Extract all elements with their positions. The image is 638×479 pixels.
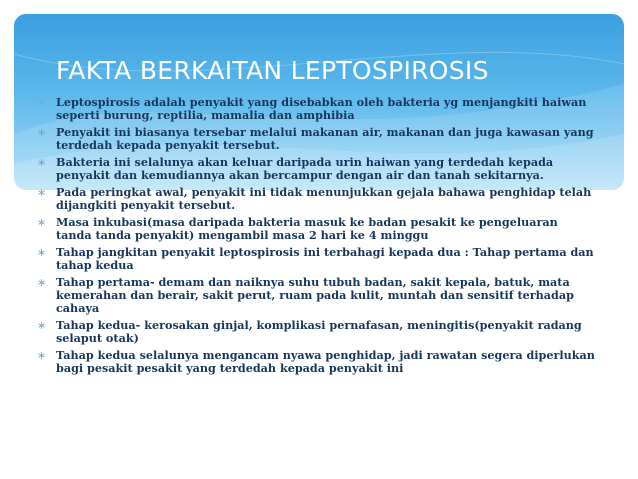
bullet-item: [36, 156, 596, 182]
asterisk-icon: ∗: [37, 126, 47, 139]
bullet-text: Tahap pertama- demam dan naiknya suhu tubuh badan, sakit kepala, batuk, mata kemerahan dan berair, sakit perut, ruam pada kulit, muntah dan sensitif terhadap cahaya: [56, 275, 574, 315]
bullet-text: Pada peringkat awal, penyakit ini tidak menunjukkan gejala bahawa penghidap telah dijangkiti penyakit tersebut.: [56, 185, 592, 212]
bullet-text: Penyakit ini biasanya tersebar melalui makanan air, makanan dan juga kawasan yang terdedah kepada penyakit tersebut.: [56, 125, 594, 152]
bullet-item: [36, 96, 596, 122]
bullet-item: [36, 126, 596, 152]
bullet-item: [36, 246, 596, 272]
bullet-item: [36, 186, 596, 212]
asterisk-icon: ∗: [37, 246, 47, 259]
asterisk-icon: ∗: [37, 276, 47, 289]
bullet-item: [36, 319, 596, 345]
bullet-item: [36, 216, 596, 242]
asterisk-icon: ∗: [37, 216, 47, 229]
asterisk-icon: ∗: [37, 319, 47, 332]
bullet-text: Leptospirosis adalah penyakit yang disebabkan oleh bakteria yg menjangkiti haiwan seperti burung, reptilia, mamalia dan amphibia: [56, 95, 587, 122]
bullet-text: Tahap kedua- kerosakan ginjal, komplikasi pernafasan, meningitis(penyakit radang selaput otak): [56, 318, 582, 345]
bullet-item: [36, 349, 596, 375]
bullet-list: [36, 96, 596, 379]
asterisk-icon: ∗: [37, 96, 47, 109]
asterisk-icon: ∗: [37, 349, 47, 362]
asterisk-icon: ∗: [37, 186, 47, 199]
bullet-text: Masa inkubasi(masa daripada bakteria masuk ke badan pesakit ke pengeluaran tanda tanda penyakit) mengambil masa 2 hari ke 4 minggu: [56, 215, 558, 242]
asterisk-icon: ∗: [37, 156, 47, 169]
bullet-text: Bakteria ini selalunya akan keluar daripada urin haiwan yang terdedah kepada penyakit dan kemudiannya akan bercampur dengan air dan tanah sekitarnya.: [56, 155, 554, 182]
bullet-text: Tahap kedua selalunya mengancam nyawa penghidap, jadi rawatan segera diperlukan bagi pesakit pesakit yang terdedah kepada penyakit ini: [56, 348, 595, 375]
bullet-item: [36, 276, 596, 315]
bullet-text: Tahap jangkitan penyakit leptospirosis ini terbahagi kepada dua : Tahap pertama dan tahap kedua: [56, 245, 594, 272]
slide-title: FAKTA BERKAITAN LEPTOSPIROSIS: [56, 56, 489, 85]
